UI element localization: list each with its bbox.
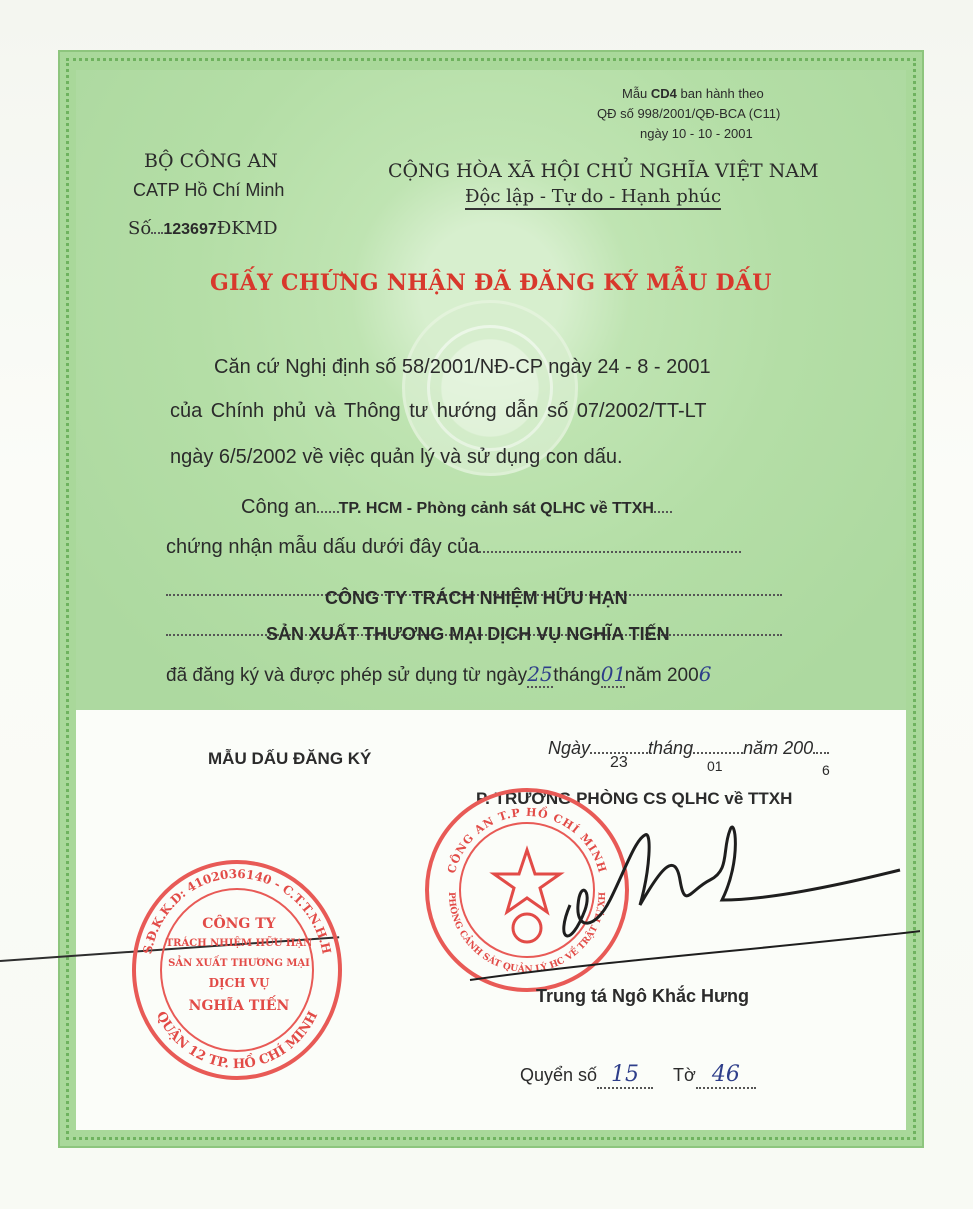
svg-text:PHÒNG CẢNH SÁT QUẢN LÝ HC VỀ T: PHÒNG CẢNH SÁT QUẢN LÝ HC VỀ TRẬT TỰ XH <box>445 891 609 976</box>
svg-text:QUẬN 12 TP. HỒ CHÍ MINH: QUẬN 12 TP. HỒ CHÍ MINH <box>152 1009 322 1073</box>
company-seal-line1: CÔNG TY <box>202 916 276 932</box>
handwritten-signature <box>460 810 920 1000</box>
department-name: CATP Hồ Chí Minh <box>133 180 285 200</box>
company-seal <box>132 860 342 1080</box>
company-seal-line5: NGHĨA TIẾN <box>188 998 290 1014</box>
book-number-line: Quyển số 15 Tờ 46 <box>520 1062 756 1089</box>
police-line: Công an TP. HCM - Phòng cảnh sát QLHC về TTXH <box>241 496 672 519</box>
date-day-value: 23 <box>610 754 628 771</box>
form-note-line1: Mẫu CD4 ban hành theo <box>622 86 764 101</box>
certificate-title: GIẤY CHỨNG NHẬN ĐÃ ĐĂNG KÝ MẪU DẤU <box>210 270 772 296</box>
date-year-digit: 6 <box>822 762 830 778</box>
document-number: Số 123697ĐKMD <box>128 218 278 239</box>
body-line-2: của Chính phủ và Thông tư hướng dẫn số 07/2002/TT-LT <box>170 400 707 422</box>
svg-text:CÔNG AN T.P HỒ CHÍ MINH: CÔNG AN T.P HỒ CHÍ MINH <box>444 805 610 875</box>
form-note-line2: QĐ số 998/2001/QĐ-BCA (C11) <box>597 106 781 121</box>
signer-name: Trung tá Ngô Khắc Hưng <box>536 986 750 1006</box>
body-line-1: Căn cứ Nghị định số 58/2001/NĐ-CP ngày 24 - 8 - 2001 <box>214 356 711 378</box>
company-seal-line4: DỊCH VỤ <box>208 976 270 990</box>
company-name-line1: CÔNG TY TRÁCH NHIỆM HỮU HẠN <box>325 588 628 608</box>
company-name-line2: SẢN XUẤT THƯƠNG MẠI DỊCH VỤ NGHĨA TIẾN <box>266 624 670 644</box>
date-month-value: 01 <box>707 758 723 774</box>
certify-line: chứng nhận mẫu dấu dưới đây của <box>166 536 741 559</box>
ministry-name: BỘ CÔNG AN <box>144 150 278 172</box>
company-seal-line3: SẢN XUẤT THƯƠNG MẠI <box>168 958 310 969</box>
company-seal-line2: TRÁCH NHIỆM HỮU HẠN <box>165 938 313 949</box>
registered-date-line: đã đăng ký và được phép sử dụng từ ngày25tháng01năm 2006 <box>166 662 712 686</box>
company-seal-ring-text <box>132 860 342 1080</box>
svg-text:S.Đ.K.K.D: 4102036140 - C.T.T.: S.Đ.K.K.D: 4102036140 - C.T.T.N.H.H <box>140 866 334 956</box>
body-line-3: ngày 6/5/2002 về việc quản lý và sử dụng con dấu. <box>170 446 623 468</box>
signer-position: P. TRƯỞNG PHÒNG CS QLHC về TTXH <box>476 789 793 808</box>
sample-seal-label: MẪU DẤU ĐĂNG KÝ <box>208 749 372 768</box>
national-motto: Độc lập - Tự do - Hạnh phúc <box>465 186 721 210</box>
national-title: CỘNG HÒA XÃ HỘI CHỦ NGHĨA VIỆT NAM <box>388 160 819 182</box>
form-note-line3: ngày 10 - 10 - 2001 <box>640 126 753 141</box>
date-line: Ngày tháng năm 200 <box>548 738 829 759</box>
